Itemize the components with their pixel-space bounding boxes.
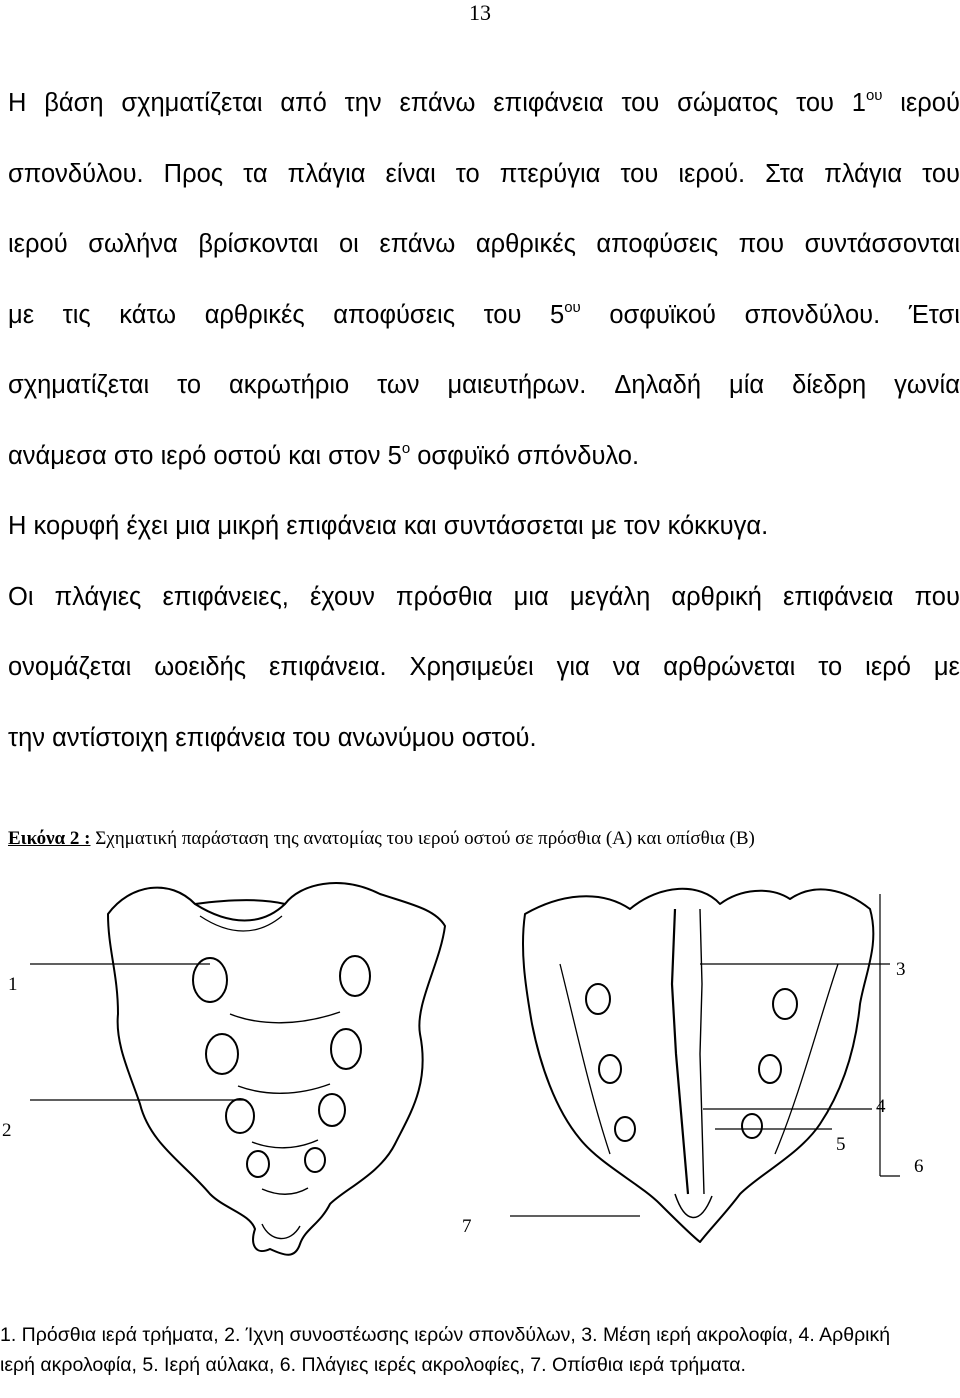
anterior-sacrum-outline: [108, 883, 445, 1255]
legend-line-1: 1. Πρόσθια ιερά τρήματα, 2. Ίχνη συνοστέωσης ιερών σπονδύλων, 3. Μέση ιερή ακρολοφία, 4. Αρθρική: [0, 1324, 891, 1346]
figure-label-5: 5: [836, 1134, 846, 1155]
word: το: [455, 159, 480, 188]
word: ακρωτήριο: [229, 371, 350, 399]
figure-caption: [8, 826, 960, 852]
word: του: [796, 89, 834, 117]
word: επιφάνειες,: [162, 582, 289, 611]
legend-line-2: ιερή ακρολοφία, 5. Ιερή αύλακα, 6. Πλάγιες ιερές ακρολοφίες, 7. Οπίσθια ιερά τρήματα.: [0, 1354, 746, 1376]
word: σπονδύλου.: [744, 300, 881, 329]
word: Προς: [163, 159, 224, 188]
word: πρόσθια: [395, 582, 493, 611]
word: επιφάνεια.: [269, 653, 387, 681]
paragraph-line-5: [8, 350, 960, 421]
paragraph-line-2: [8, 139, 960, 210]
paragraph-line-6: ανάμεσα στο ιερό οστού και στον $5^o$ οσφυϊκό σπόνδυλο.: [8, 439, 640, 470]
word: Στα: [765, 159, 805, 188]
word: επάνω: [399, 89, 476, 117]
word: μια: [513, 582, 549, 611]
word: πτερύγια: [499, 159, 601, 188]
word: με: [8, 300, 35, 329]
word: αρθρικές: [475, 230, 576, 258]
word: επιφάνεια: [493, 89, 604, 117]
word: είναι: [385, 159, 436, 188]
figure-label-1: 1: [8, 974, 18, 995]
word: του: [922, 159, 960, 188]
word: αρθρική: [671, 582, 762, 611]
paragraph-line-9: [8, 632, 960, 703]
word: την: [344, 89, 382, 117]
page-number: 13: [469, 0, 491, 25]
word: πλάγιες: [54, 582, 142, 611]
ordinal: $1^{o\upsilon}$: [851, 87, 883, 117]
word: δίεδρη: [792, 371, 867, 399]
figure-label-3: 3: [896, 959, 906, 980]
paragraph-line-7: Η κορυφή έχει μια μικρή επιφάνεια και συντάσσεται με τον κόκκυγα.: [8, 512, 769, 540]
sacrum-illustration: [0, 864, 960, 1310]
paragraph-line-3: [8, 209, 960, 280]
word: που: [738, 230, 785, 258]
word: έχουν: [309, 582, 375, 611]
word: πλάγια: [824, 159, 903, 188]
word: οι: [338, 230, 359, 258]
word: κάτω: [119, 300, 177, 329]
figure-caption-text: Σχηματική παράσταση της ανατομίας του ιερού οστού σε πρόσθια (Α) και οπίσθια (Β): [90, 828, 755, 849]
word: επάνω: [379, 230, 456, 258]
word: πλάγια: [287, 159, 366, 188]
word: σχηματίζεται: [8, 371, 150, 399]
word: βάση: [44, 89, 104, 117]
figure-caption-label: Εικόνα 2 :: [8, 828, 91, 849]
word: από: [280, 89, 327, 117]
paragraph-line-8: [8, 562, 960, 633]
word: ιερού.: [678, 159, 746, 188]
word: μία: [729, 371, 765, 399]
word: σχηματίζεται: [121, 89, 263, 117]
word: να: [612, 653, 641, 681]
word: αποφύσεις: [596, 230, 719, 258]
body-paragraph: [8, 68, 960, 773]
word: ιερού: [8, 230, 68, 258]
word: των: [377, 371, 420, 399]
word: οσφυϊκού: [609, 300, 716, 329]
word: επιφάνεια: [783, 582, 894, 611]
paragraph-line-10: την αντίστοιχη επιφάνεια του ανωνύμου οστού.: [8, 723, 537, 752]
word: το: [177, 371, 202, 399]
word: του: [621, 89, 660, 117]
word: Οι: [8, 582, 34, 611]
figure-label-7: 7: [462, 1216, 472, 1237]
word: αρθρώνεται: [663, 653, 796, 681]
word: συντάσσονται: [804, 230, 960, 258]
paragraph-line-1: [8, 68, 960, 139]
word: Η: [8, 89, 27, 117]
word: αποφύσεις: [333, 300, 455, 329]
ordinal: $5^{o\upsilon}$: [550, 298, 581, 329]
word: βρίσκονται: [198, 230, 319, 258]
word: του: [483, 300, 522, 329]
word: του: [620, 159, 659, 188]
figure-label-6: 6: [914, 1156, 924, 1177]
word: Χρησιμεύει: [409, 653, 534, 681]
paragraph-line-4: [8, 280, 960, 351]
word: σωλήνα: [88, 230, 178, 258]
word: Δηλαδή: [614, 371, 702, 399]
figure-legend: [0, 1320, 952, 1380]
word: με: [933, 653, 960, 681]
word: ωοειδής: [154, 653, 247, 681]
word: σώματος: [677, 89, 779, 117]
word: σπονδύλου.: [8, 159, 144, 188]
word: Έτσι: [908, 300, 960, 329]
word: γωνία: [894, 371, 960, 399]
word: ονομάζεται: [8, 653, 132, 681]
word: τα: [243, 159, 268, 188]
posterior-sacrum-outline: [523, 889, 873, 1242]
figure-label-4: 4: [876, 1096, 886, 1117]
word: ιερό: [865, 653, 911, 681]
word: αρθρικές: [204, 300, 305, 329]
sacrum-figure: [0, 864, 960, 1310]
word: για: [556, 653, 590, 681]
word: μεγάλη: [569, 582, 651, 611]
word: ιερού: [900, 89, 960, 117]
word: τις: [62, 300, 91, 329]
word: που: [914, 582, 960, 611]
word: μαιευτήρων.: [447, 371, 587, 399]
word: το: [818, 653, 843, 681]
figure-label-2: 2: [2, 1120, 12, 1141]
